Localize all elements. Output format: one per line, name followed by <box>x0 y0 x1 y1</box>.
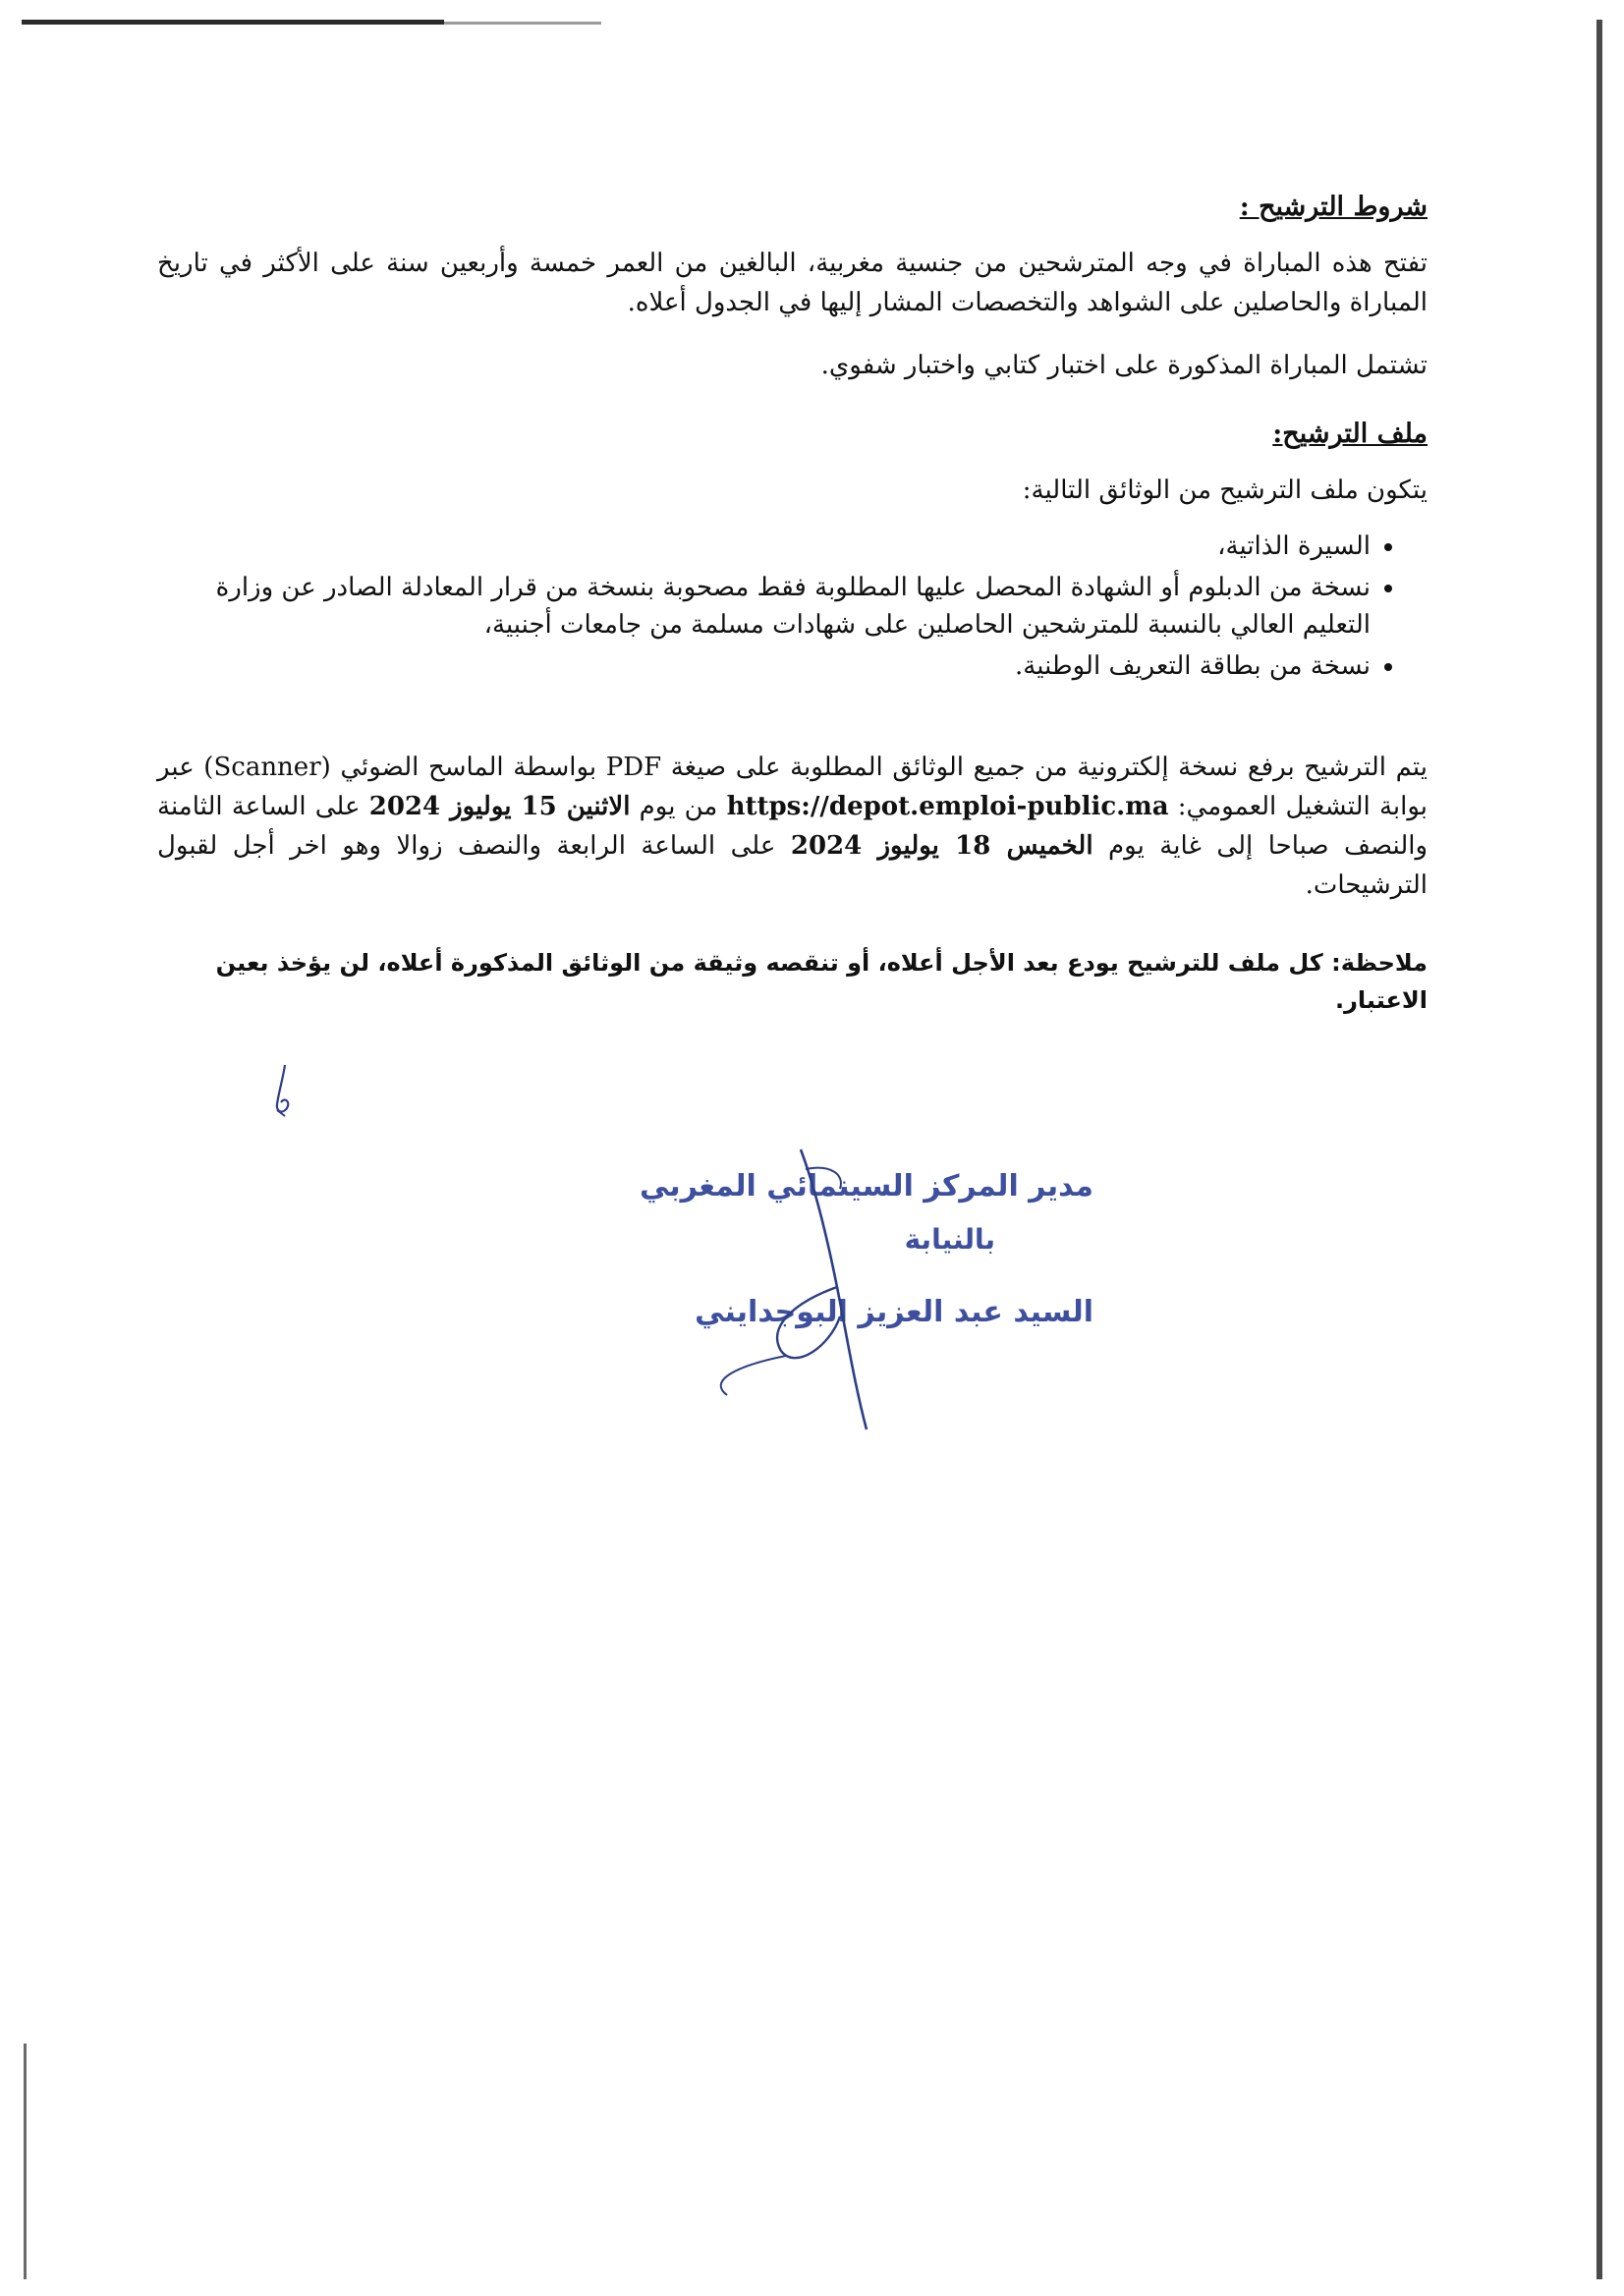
portal-url[interactable]: https://depot.emploi-public.ma <box>726 792 1169 821</box>
submission-text-2: بواسطة الماسح الضوئي <box>330 753 606 782</box>
submission-text-6: على الساعة الرابعة والنصف زوالا وهو اخر أجل لقبول الترشيحات. <box>157 831 1428 900</box>
heading-candidacy-conditions: شروط الترشيح : <box>1239 192 1428 222</box>
file-intro-paragraph: يتكون ملف الترشيح من الوثائق التالية: <box>1022 476 1428 505</box>
scan-edge-right <box>1596 20 1602 2279</box>
pdf-format: PDF <box>605 753 662 782</box>
submission-paragraph <box>157 748 1428 905</box>
submission-text-4: من يوم <box>630 792 727 821</box>
heading-candidacy-file: ملف الترشيح: <box>1272 419 1428 449</box>
end-date: الخميس 18 يوليوز 2024 <box>790 831 1093 861</box>
initial-mark-icon <box>271 1061 310 1120</box>
scanner-term: (Scanner) <box>203 753 331 782</box>
stamp-director-title: مدير المركز السينمائي المغربي <box>639 1169 1093 1204</box>
eligibility-paragraph: تفتح هذه المباراة في وجه المترشحين من جنسية مغربية، البالغين من العمر خمسة وأربعين سنة على الأكثر في تاريخ المباراة والحاصلين على الشواهد والتخصصات المشار إليها في الجدول أعلاه. <box>157 249 1428 317</box>
scan-edge-top-fade <box>444 22 601 25</box>
document-body <box>157 192 1428 1019</box>
document-item-cv: • السيرة الذاتية، <box>157 528 1371 565</box>
submission-text-5: على الساعة الثامنة والنصف صباحا إلى غاية يوم <box>157 792 1428 861</box>
submission-text-3: عبر بوابة التشغيل العمومي: <box>157 753 1428 821</box>
exam-paragraph: تشتمل المباراة المذكورة على اختبار كتابي واختبار شفوي. <box>820 351 1428 380</box>
scan-edge-left <box>24 2044 27 2279</box>
stamp-director-name: السيد عبد العزيز البوجدايني <box>695 1295 1093 1329</box>
submission-text-1: يتم الترشيح برفع نسخة إلكترونية من جميع الوثائق المطلوبة على صيغة <box>661 753 1428 782</box>
scan-edge-top <box>22 20 444 25</box>
start-date: الاثنين 15 يوليوز 2024 <box>368 792 631 821</box>
note-paragraph: ملاحظة: كل ملف للترشيح يودع بعد الأجل أعلاه، أو تنقصه وثيقة من الوثائق المذكورة أعلاه، لن يؤخذ بعين الاعتبار. <box>215 949 1428 1014</box>
handwritten-signature <box>619 1130 1130 1444</box>
document-item-id-card: • نسخة من بطاقة التعريف الوطنية. <box>157 647 1371 685</box>
document-item-diploma: • نسخة من الدبلوم أو الشهادة المحصل عليها المطلوبة فقط مصحوبة بنسخة من قرار المعادلة الصادر عن وزارة التعليم العالي بالنسبة للمترشحين الحاصلين على شهادات مسلمة من جامعات أجنبية، <box>157 569 1371 644</box>
required-documents-list <box>157 528 1428 685</box>
stamp-acting: بالنيابة <box>904 1223 995 1256</box>
